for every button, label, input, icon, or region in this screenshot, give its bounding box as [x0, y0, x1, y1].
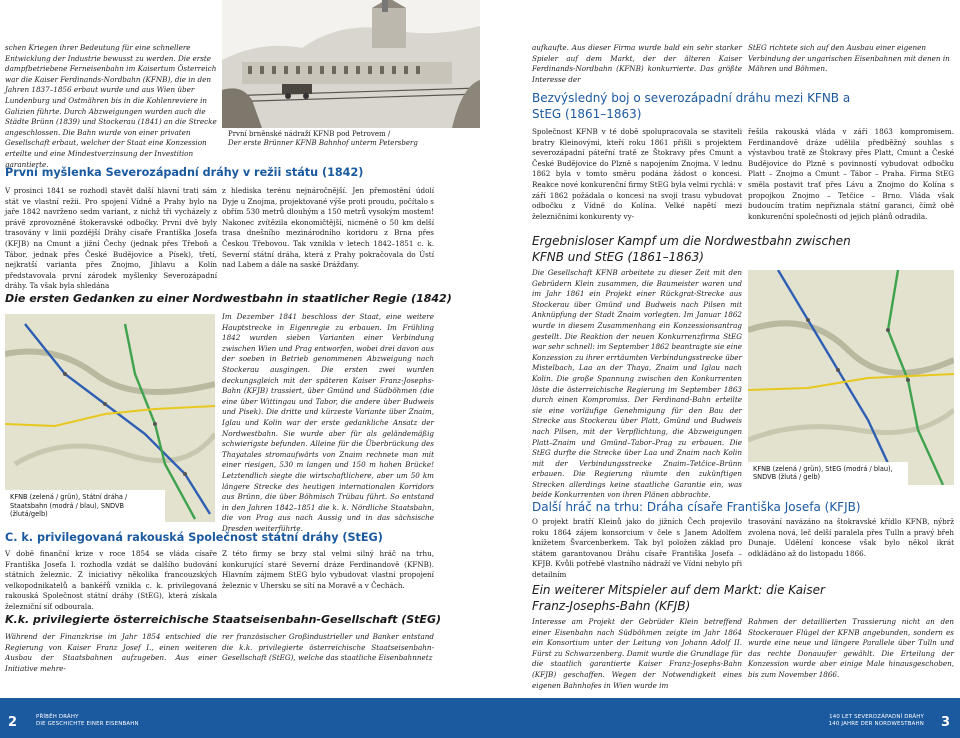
heading-4-cz: Další hráč na trhu: Dráha císaře Františka Josefa (KFJB): [532, 500, 861, 514]
section-2-col1-cz-text: V době finanční krize v roce 1854 se vláda císaře Františka Josefa I. rozhodla vzdát se dalšího budování státních železnic. Z iniciativy několika francouzských velkopodnikatelů a bankéřů vznikla c. k. privilegovaná rakouská Společnost státní dráhy (StEG), která získala železniční síť odbourala.: [5, 549, 217, 611]
section-4-col1-cz: [532, 517, 742, 581]
section-4-col2-de: [748, 617, 954, 681]
intro-de-block: [5, 43, 217, 170]
heading-2-cz: C. k. privilegovaná rakouská Společnost státní dráhy (StEG): [5, 531, 383, 544]
station-caption-de: Der erste Brünner KFNB Bahnhof unterm Petersberg: [228, 139, 418, 147]
heading-2-de: K.k. privilegierte österreichische Staatseisenbahn-Gesellschaft (StEG): [5, 613, 441, 626]
heading-4-de: Ein weiterer Mitspieler auf dem Markt: die Kaiser Franz-Josephs-Bahn (KFJB): [532, 583, 825, 613]
heading-1-de: Die ersten Gedanken zu einer Nordwestbahn in staatlicher Regie (1842): [5, 292, 452, 305]
section-3-col2-cz: [748, 127, 954, 222]
station-caption: [228, 130, 428, 148]
map-left-caption: KFNB (zelená / grün), Státní dráha / Staatsbahn (modrá / blau), SNDVB (žlutá/gelb): [5, 490, 165, 522]
section-3-col1-cz: [532, 127, 742, 222]
footer-left-line1: PŘÍBĚH DRÁHY: [36, 714, 79, 720]
footer-title-left: [36, 714, 139, 728]
section-2-col1-de: [5, 632, 217, 674]
station-engraving-image: [222, 0, 480, 128]
heading-1-cz: První myšlenka Severozápadní dráhy v režii státu (1842): [5, 166, 364, 179]
section-1-col1-cz-text: V prosinci 1841 se rozhodl stavět další hlavní trati sám stát ve vlastní režii. Pro spojení Vídně a Prahy bylo na jaře 1842 navrženo sedm variant, z nichž tři vycházely z právě zprovozněné štokeravské odbočky. První dvě byly trasovány v linii pozdější Dráhy císaře Františka Josefa (KFJB) na Cmunt a jižní Čechy (jednak přes Třeboň a Tábor, jednak přes České Budějovice a Písek), třetí, nejkratší varianta přes Znojmo, Jihlavu a Kolín představovala první zárodek myšlenky Severozápadní dráhy. Ta však byla shledána: [5, 186, 217, 291]
intro-de-text: schen Kriegen ihrer Bedeutung für eine schnellere Entwicklung der Industrie bewusst zu werden. Die erste dampfbetriebene Ferneisenbahn im Kaisertum Österreich war die Kaiser Ferdinands-Nordbahn (KFNB), die in den Jahren 1837–1856 erbaut wurde und aus Wien über Lundenburg und Ostmähren bis in die Kohlenreviere in Galizien führte. Durch Abzweigungen wurden auch die Städte Brünn (1839) und Stockerau (1841) an die Strecke angeschlossen. Die Bahn wurde von einer privaten Gesellschaft erbaut, welcher der Staat eine Konzession erteilte und eine Mindestverzinsung der Investition garantierte.: [5, 43, 217, 169]
right-page: [480, 0, 960, 738]
railway-map-right-drawing: [748, 270, 954, 485]
section-4-col1-cz-text: O projekt bratří Kleinů jako do jižních Čech projevilo roku 1864 zájem konsorcium v čele s Janem Adolfem knížetem Švarcenberkem. Tak byl položen základ pro státem garantovanou Dráhu císaře Františka Josefa – KFJB. Kvůli potřebě vlastního nádraží ve Vídni nebylo při detailním: [532, 517, 742, 579]
footer-right-line1: 140 LET SEVEROZÁPADNÍ DRÁHY: [829, 714, 924, 720]
section-2-col2-cz-text: Z této firmy se brzy stal velmi silný hráč na trhu, konkurující staré Severní dráze Ferdinandově (KFNB). Hlavním zájmem StEG bylo vybudovat vlastní propojení železnic v Uhersku se sítí na Moravě a v Čechách.: [222, 549, 434, 590]
section-1-col2-cz: [222, 186, 434, 271]
section-4-col2-de-text: Rahmen der detaillierten Trassierung nicht an den Stockerauer Flügel der KFNB angebunden, sondern es wurde eine neue und längere Parallele über Tulln und das rechte Donauufer gewählt. Die Erteilung der Konzession wurde aber einige Male hinausgeschoben, bis zum November 1866.: [748, 617, 954, 679]
footer-right-line2: 140 JAHRE DER NORDWESTBAHN: [828, 721, 924, 727]
section-2-col1-de-text: Während der Finanzkrise im Jahr 1854 entschied die Regierung von Kaiser Franz Josef I., einen weiteren Ausbau der Staatsbahnen aufzugeben. Aus einer Initiative mehre-: [5, 632, 217, 673]
section-4-col2-cz: [748, 517, 954, 559]
map-right-caption: KFNB (zelená / grün), StEG (modrá / blau), SNDVB (žlutá / gelb): [748, 462, 908, 485]
station-caption-cz: První brněnské nádraží KFNB pod Petrovem /: [228, 130, 391, 138]
section-1-col1-cz: [5, 186, 217, 292]
section-2-col2-cz: [222, 549, 434, 591]
section-2-col2-de-text: rer französischer Großindustrieller und Banker entstand die k.k. privilegierte österreichische Staatseisenbahn-Gesellschaft (StEG), welche das staatliche Eisenbahnnetz: [222, 632, 434, 663]
top-col1-de-text: aufkaufte. Aus dieser Firma wurde bald ein sehr starker Spieler auf dem Markt, der der älteren Kaiser Ferdinands-Nordbahn (KFNB) konkurrierte. Das größte Interesse der: [532, 43, 742, 84]
footer-left-line2: DIE GESCHICHTE EINER EISENBAHN: [36, 721, 139, 727]
section-4-col1-de-text: Interesse am Projekt der Gebrüder Klein betreffend einer Eisenbahn nach Südböhmen zeigte im Jahr 1864 ein Konsortium unter der Leitung von Johann Adolf II. Fürst zu Schwarzenberg. Damit wurde die Grundlage für die staatlich garantierte Kaiser Franz-Josephs-Bahn (KFJB) geschaffen. Wegen der Notwendigkeit eines eigenen Bahnhofes in Wien wurde im: [532, 617, 742, 690]
section-1-de: [222, 312, 434, 534]
section-2-col2-de: [222, 632, 434, 664]
footer-title-right: [829, 714, 924, 728]
railway-map-right: [748, 270, 954, 485]
top-col1-de: [532, 43, 742, 85]
top-col2-de-text: StEG richtete sich auf den Ausbau einer eigenen Verbindung der ungarischen Eisenbahnen mit denen in Mähren und Böhmen.: [748, 43, 950, 74]
section-1-de-text: Im Dezember 1841 beschloss der Staat, eine weitere Hauptstrecke in Eigenregie zu erbauen. Im Frühling 1842 wurden sieben Varianten einer Verbindung zwischen Wien und Prag entworfen, wobei drei davon aus der soeben in Betrieb genommenen Abzweigung nach Stockerau ausgingen. Die ersten zwei wurden deckungsgleich mit der späteren Kaiser Franz-Josephs-Bahn (KFJB) trassiert, über Gmünd und Südböhmen (die eine über Wittingau und Tabor, die andere über Budweis und Pisek). Die dritte und kürzeste Variante über Znaim, Iglau und Kolin war der erste gedankliche Ansatz der Nordwestbahn. Sie wurde aber für als geländemäßig schwierigste befunden. Alleine für die Überbrückung des Thayatales stromaufwärts von Znaim rechnete man mit einer riesigen, 530 m langen und 150 m hohen Brücke! Letztendlich siegte die wirtschaftlichere, aber um 50 km längere Strecke des heutigen internationalen Korridors aus Brünn, die über Böhmisch Trübau führt. So entstand in den Jahren 1842–1851 die k. k. Nördliche Staatsbahn, die von Prag aus nach Aussig und in das sächsische Dresden weiterführte.: [222, 312, 434, 533]
railway-map-left: [5, 314, 215, 522]
section-3-de-text: Die Gesellschaft KFNB arbeitete zu dieser Zeit mit den Gebrüdern Klein zusammen, die Baumeister waren und im Jahr 1861 ein Projekt einer Rückgrat-Strecke aus Stockerau über Gmünd und Budweis nach Pilsen mit Anknüpfung der Stadt Znaim vorlegten. Im Januar 1862 wurde in diesem Zusammenhang ein Konzessionsantrag gestellt. Die Reaktion der neuen Konkurrenzfirma StEG war sehr schnell: im September 1862 beantragte sie eine Konzession zu ihrer errtäumten Verbindungsstrecke über Mistelbach, Laa an der Thaya, Znaim und Iglau nach Kolin. Die große Spannung zwischen den Konkurrenten löste die österreichische Regierung im September 1863 durch einen Kompromiss. Der Ferdinand-Bahn erteilte sie eine vorläufige Genehmigung für den Bau der Strecke aus Stockerau über Platt, Gmünd und Budweis nach Pilsen, mit der Verpflichtung, die Abzweigungen Platt–Znaim und Gmünd–Tabor–Prag zu erbauen. Die StEG durfte die Strecke über Laa und Znaim nach Kolin mit der Verbindungsstrecke Znaim–Tetčice–Brünn erbauen. Die Regierung räumte den zukünftigen Strecken allerdings keine staatliche Garantie ein, was beide Konkurrenten von ihren Plänen abbrachte.: [532, 268, 742, 500]
section-4-col2-cz-text: trasování navázáno na štokravské křídlo KFNB, nýbrž zvolena nová, leč delší paralela přes Tulln a pravý břeh Dunaje. Udělení koncese však bylo někol ikrát odkládáno až do listopadu 1866.: [748, 517, 954, 558]
section-1-col2-cz-text: z hlediska terénu nejnáročnější. Jen přemostění údolí Dyje u Znojma, projektované výše proti proudu, počítalo s obřím 530 metrů dlouhým a 150 metrů vysokým mostem! Nakonec zvítězila ekonomičtější, nicméně o 50 km delší trasa dnešního mezinárodního koridoru z Brna přes Českou Třebovou. Tak vznikla v letech 1842–1851 c. k. Severní státní dráha, která z Prahy pokračovala do Ústí nad Labem a dále na saské Drážďany.: [222, 186, 434, 270]
section-4-col1-de: [532, 617, 742, 691]
section-3-col1-cz-text: Společnost KFNB v té době spolupracovala se staviteli bratry Kleinovými, kteří roku 1861 přišli s projektem severozápadní páteřní tratě ze Štokravy přes Cmunt a České Budějovice do Plzně s napojením Znojma. V lednu 1862 byla v tomto směru podána žádost o koncesi. Reakce nové konkurenční firmy StEG byla velmi rychlá: v září 1862 požádala o koncesi na svoji trasu vybudovat odbočku z Vídně do Kolína. Velké napětí mezi železničními konkurenty vy-: [532, 127, 742, 221]
heading-3-cz: Bezvýsledný boj o severozápadní dráhu mezi KFNB a StEG (1861–1863): [532, 91, 851, 121]
top-col2-de: [748, 43, 954, 75]
station-engraving-illustration: [222, 0, 480, 128]
section-3-de: [532, 268, 742, 501]
page-number-left: 2: [8, 715, 18, 730]
page-number-right: 3: [940, 715, 950, 730]
section-3-col2-cz-text: řešila rakouská vláda v září 1863 kompromisem. Ferdinandově dráze udělila předběžný souhlas s výstavbou tratě ze Štokravy přes Platt, Cmunt a České Budějovice do Plzně s povinností vybudovat odbočku Platt – Znojmo a Cmunt – Tábor – Praha. Firma StEG směla postavit trať přes Lávu a Znojmo do Kolína s propojkou Znojmo – Tetčice – Brno. Vláda však budoucím tratím nepřiznala státní garanci, čímž obě konkurenční společnosti od jejich plánů odradila.: [748, 127, 954, 221]
section-2-col1-cz: [5, 549, 217, 613]
heading-3-de: Ergebnisloser Kampf um die Nordwestbahn zwischen KFNB und StEG (1861–1863): [532, 234, 851, 264]
